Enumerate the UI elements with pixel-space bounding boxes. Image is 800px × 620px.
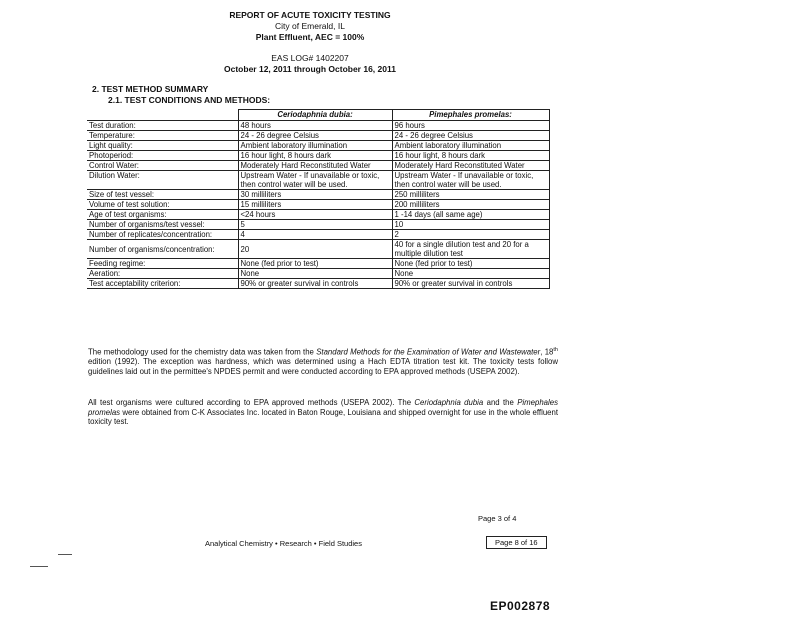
pimephales-column-header: Pimephales promelas:	[392, 110, 549, 121]
ceriodaphnia-value: Moderately Hard Reconstituted Water	[238, 161, 392, 171]
report-title: REPORT OF ACUTE TOXICITY TESTING	[229, 10, 391, 20]
ceriodaphnia-value: 15 milliliters	[238, 200, 392, 210]
table-row	[87, 269, 549, 279]
pimephales-value: 90% or greater survival in controls	[392, 279, 549, 289]
row-label: Age of test organisms:	[87, 210, 238, 220]
pimephales-value: 2	[392, 230, 549, 240]
row-label: Volume of test solution:	[87, 200, 238, 210]
section-title: 2. TEST METHOD SUMMARY	[92, 84, 209, 94]
pimephales-value: 10	[392, 220, 549, 230]
ceriodaphnia-column-header: Ceriodaphnia dubia:	[238, 110, 392, 121]
table-row	[87, 240, 549, 259]
ceriodaphnia-value: 90% or greater survival in controls	[238, 279, 392, 289]
table-row	[87, 279, 549, 289]
city-line: City of Emerald, IL	[275, 21, 345, 31]
row-label: Number of replicates/concentration:	[87, 230, 238, 240]
row-label: Feeding regime:	[87, 259, 238, 269]
p1-text-b: , 18	[540, 347, 554, 357]
pimephales-value: 1 -14 days (all same age)	[392, 210, 549, 220]
pimephales-value: 24 - 26 degree Celsius	[392, 131, 549, 141]
pimephales-value: 200 milliliters	[392, 200, 549, 210]
p1-text-a: The methodology used for the chemistry data was taken from the	[88, 347, 317, 357]
row-label: Control Water:	[87, 161, 238, 171]
table-row	[87, 121, 549, 131]
ceriodaphnia-value: Ambient laboratory illumination	[238, 141, 392, 151]
table-row	[87, 131, 549, 141]
ceriodaphnia-value: Upstream Water - If unavailable or toxic, then control water will be used.	[238, 171, 392, 190]
test-conditions-table	[87, 109, 550, 289]
p2-species-ceriodaphnia: Ceriodaphnia dubia	[414, 398, 484, 407]
row-label: Dilution Water:	[87, 171, 238, 190]
page-number-box: Page 8 of 16	[486, 536, 547, 549]
effluent-line: Plant Effluent, AEC = 100%	[255, 32, 365, 42]
label-column-header	[87, 110, 238, 121]
row-label: Number of organisms/test vessel:	[87, 220, 238, 230]
table-row	[87, 259, 549, 269]
table-row	[87, 171, 549, 190]
table-row	[87, 151, 549, 161]
p1-reference-title: Standard Methods for the Examination of Water and Wastewater	[316, 347, 541, 357]
pimephales-value: Upstream Water - If unavailable or toxic, then control water will be used.	[392, 171, 549, 190]
ceriodaphnia-value: 48 hours	[238, 121, 392, 131]
p2-text-b: and the	[483, 398, 518, 407]
organisms-paragraph	[88, 398, 558, 427]
table-row	[87, 190, 549, 200]
ceriodaphnia-value: 24 - 26 degree Celsius	[238, 131, 392, 141]
row-label: Size of test vessel:	[87, 190, 238, 200]
pimephales-value: None	[392, 269, 549, 279]
margin-mark	[30, 566, 48, 567]
services-line: Analytical Chemistry • Research • Field Studies	[205, 539, 362, 548]
eas-log: EAS LOG# 1402207	[271, 53, 349, 63]
page-number-small: Page 3 of 4	[478, 514, 517, 523]
row-label: Photoperiod:	[87, 151, 238, 161]
table-row	[87, 161, 549, 171]
pimephales-value: 96 hours	[392, 121, 549, 131]
pimephales-value: Moderately Hard Reconstituted Water	[392, 161, 549, 171]
ceriodaphnia-value: None	[238, 269, 392, 279]
row-label: Aeration:	[87, 269, 238, 279]
ceriodaphnia-value: 20	[238, 240, 392, 259]
row-label: Light quality:	[87, 141, 238, 151]
table-header-row	[87, 110, 549, 121]
test-dates: October 12, 2011 through October 16, 2011	[224, 64, 396, 74]
pimephales-value: 16 hour light, 8 hours dark	[392, 151, 549, 161]
p2-text-a: All test organisms were cultured according to EPA approved methods (USEPA 2002). The	[88, 398, 415, 407]
pimephales-value: None (fed prior to test)	[392, 259, 549, 269]
pimephales-value: Ambient laboratory illumination	[392, 141, 549, 151]
bates-number: EP002878	[490, 599, 551, 613]
table-row	[87, 210, 549, 220]
subsection-title: 2.1. TEST CONDITIONS AND METHODS:	[108, 95, 271, 105]
table-row	[87, 220, 549, 230]
row-label: Test duration:	[87, 121, 238, 131]
table-row	[87, 141, 549, 151]
row-label: Temperature:	[87, 131, 238, 141]
ceriodaphnia-value: 16 hour light, 8 hours dark	[238, 151, 392, 161]
p2-species-pimephales: Pimephales promelas	[88, 398, 558, 417]
row-label: Number of organisms/concentration:	[87, 240, 238, 259]
margin-mark	[58, 554, 72, 555]
ceriodaphnia-value: None (fed prior to test)	[238, 259, 392, 269]
table-row	[87, 230, 549, 240]
ceriodaphnia-value: 4	[238, 230, 392, 240]
row-label: Test acceptability criterion:	[87, 279, 238, 289]
table-row	[87, 200, 549, 210]
ceriodaphnia-value: <24 hours	[238, 210, 392, 220]
p2-text-c: were obtained from C-K Associates Inc. located in Baton Rouge, Louisiana and shipped overnight for use in the whole effluent toxicity test.	[88, 407, 558, 426]
methodology-paragraph	[88, 346, 558, 376]
ceriodaphnia-value: 30 milliliters	[238, 190, 392, 200]
pimephales-value: 250 milliliters	[392, 190, 549, 200]
p1-superscript: th	[553, 347, 558, 353]
pimephales-value: 40 for a single dilution test and 20 for a multiple dilution test	[392, 240, 549, 259]
p1-text-c: edition (1992). The exception was hardness, which was determined using a Hach EDTA titration test kit. The toxicity tests follow guidelines laid out in the permittee's NPDES permit and were conducted according to EPA approved methods (USEPA 2002).	[88, 357, 558, 376]
ceriodaphnia-value: 5	[238, 220, 392, 230]
